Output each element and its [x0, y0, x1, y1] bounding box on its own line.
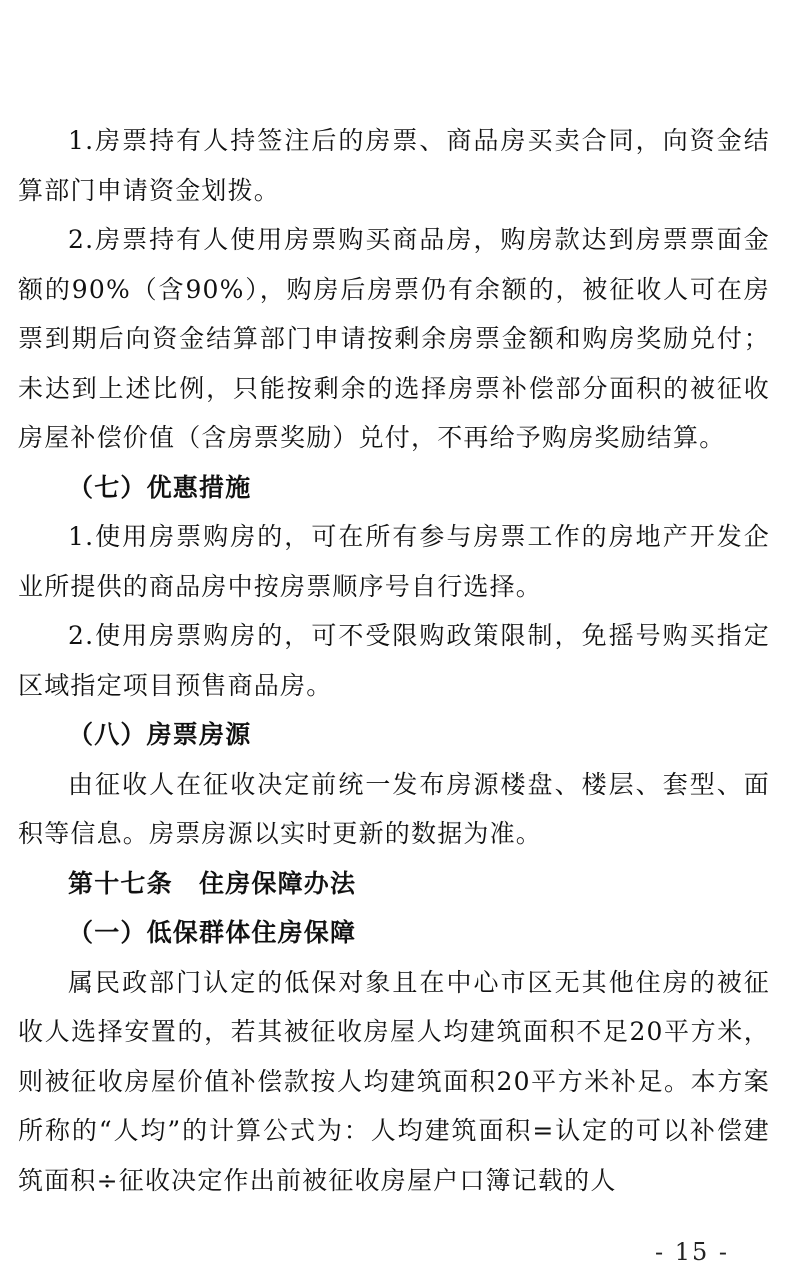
paragraph-preferential-1: 1.使用房票购房的，可在所有参与房票工作的房地产开发企业所提供的商品房中按房票顺序号自行选择。 — [18, 522, 770, 601]
paragraph-item-2: 2.房票持有人使用房票购买商品房，购房款达到房票票面金额的90%（含90%），购房后房票仍有余额的，被征收人可在房票到期后向资金结算部门申请按剩余房票金额和购房奖励兑付；未达到上述比例，只能按剩余的选择房票补偿部分面积的被征收房屋补偿价值（含房票奖励）兑付，不再给予购房奖励结算。 — [18, 225, 770, 452]
paragraph-preferential-2: 2.使用房票购房的，可不受限购政策限制，免摇号购买指定区域指定项目预售商品房。 — [18, 621, 770, 700]
document-body — [18, 116, 770, 1205]
section-heading-7: （七）优惠措施 — [68, 472, 252, 502]
page-number: - 15 - — [655, 1238, 730, 1266]
paragraph-low-income: 属民政部门认定的低保对象且在中心市区无其他住房的被征收人选择安置的，若其被征收房屋人均建筑面积不足20平方米，则被征收房屋价值补偿款按人均建筑面积20平方米补足。本方案所称的“人均”的计算公式为：人均建筑面积=认定的可以补偿建筑面积÷征收决定作出前被征收房屋户口簿记载的人 — [18, 967, 770, 1195]
section-heading-1: （一）低保群体住房保障 — [68, 918, 357, 947]
paragraph-item-1: 1.房票持有人持签注后的房票、商品房买卖合同，向资金结算部门申请资金划拨。 — [18, 126, 770, 205]
section-heading-8: （八）房票房源 — [68, 720, 252, 749]
article-heading-17: 第十七条 住房保障办法 — [68, 868, 357, 898]
paragraph-housing-source: 由征收人在征收决定前统一发布房源楼盘、楼层、套型、面积等信息。房票房源以实时更新的数据为准。 — [18, 769, 770, 848]
